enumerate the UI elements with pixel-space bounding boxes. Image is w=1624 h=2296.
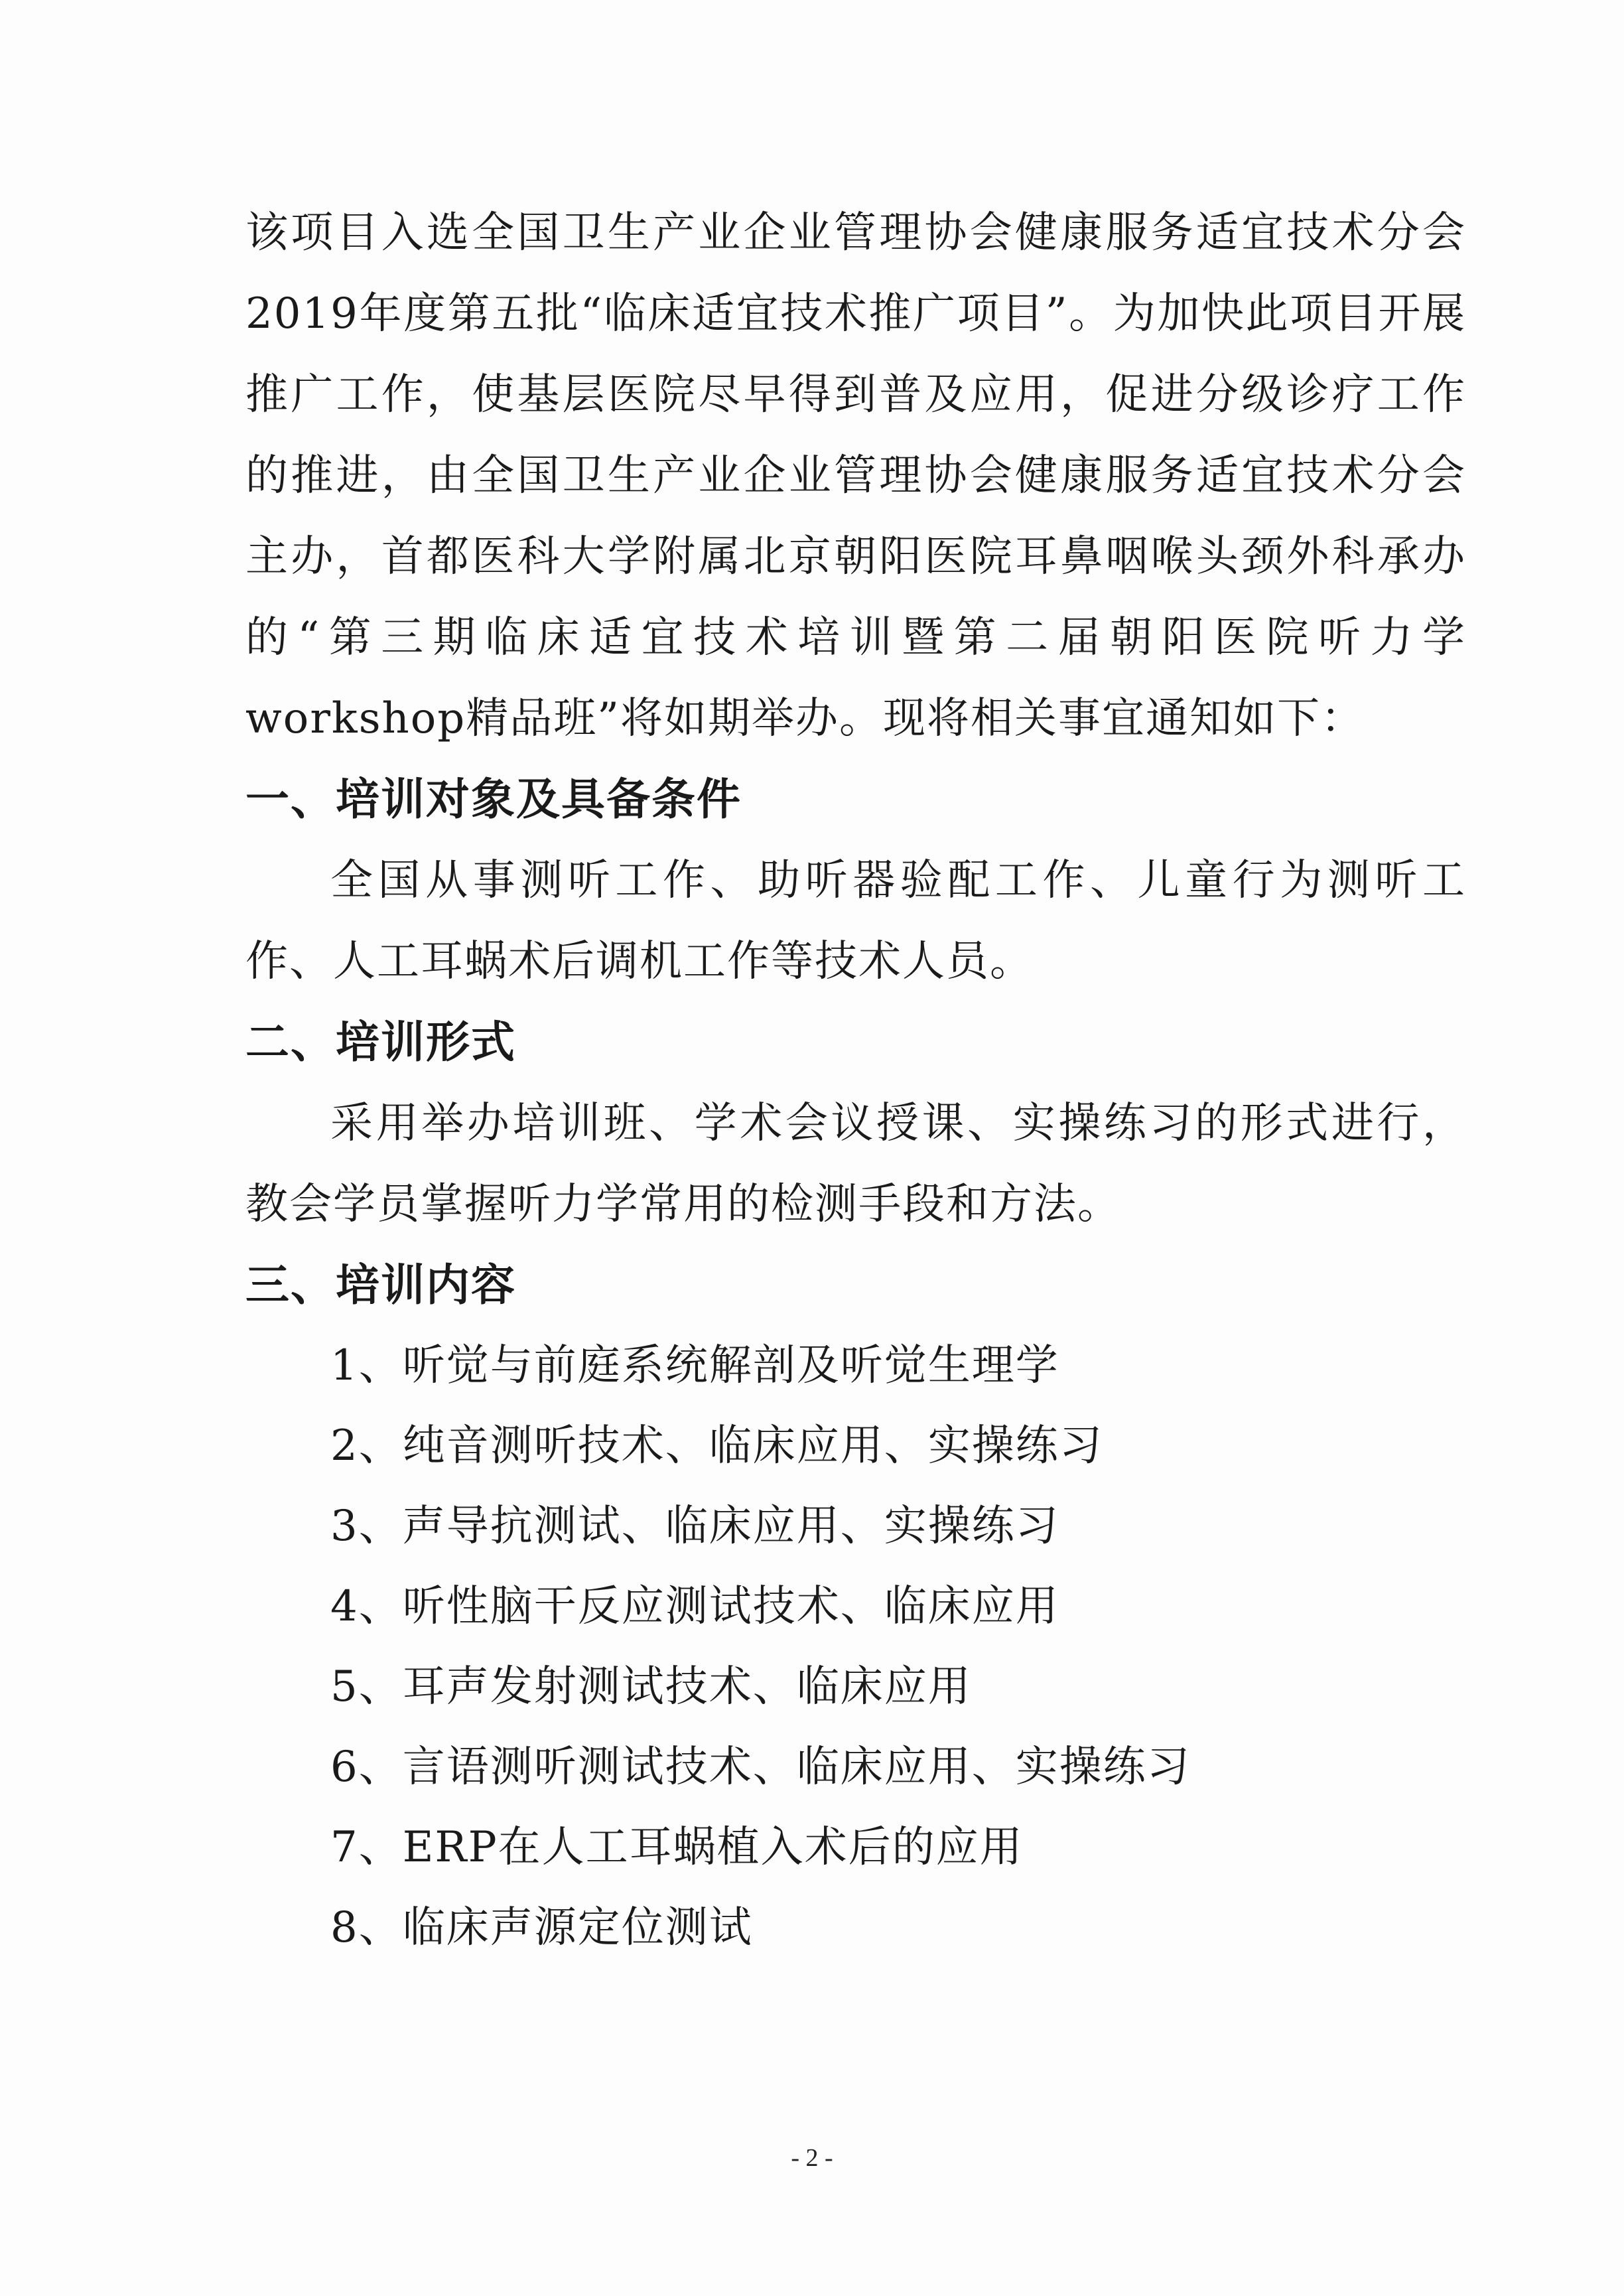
document-body [245, 192, 1466, 1968]
list-item: 1、听觉与前庭系统解剖及听觉生理学 [330, 1341, 1059, 1390]
section-body-training-target: 全国从事测听工作、助听器验配工作、儿童行为测听工作、人工耳蜗术后调机工作等技术人员。 [245, 856, 1466, 986]
section-body-training-form: 采用举办培训班、学术会议授课、实操练习的形式进行，教会学员掌握听力学常用的检测手段和方法。 [245, 1099, 1466, 1229]
list-item: 4、听性脑干反应测试技术、临床应用 [330, 1582, 1059, 1631]
list-item: 7、ERP在人工耳蜗植入术后的应用 [330, 1823, 1024, 1872]
list-item: 5、耳声发射测试技术、临床应用 [330, 1662, 972, 1711]
intro-paragraph: 该项目入选全国卫生产业企业管理协会健康服务适宜技术分会2019年度第五批“临床适宜技术推广项目”。为加快此项目开展推广工作，使基层医院尽早得到普及应用，促进分级诊疗工作的推进，由全国卫生产业企业管理协会健康服务适宜技术分会主办，首都医科大学附属北京朝阳医院耳鼻咽喉头颈外科承办的“第三期临床适宜技术培训暨第二届朝阳医院听力学workshop精品班”将如期举办。现将相关事宜通知如下： [245, 208, 1466, 743]
section-heading-training-form: 二、培训形式 [245, 1017, 516, 1068]
page-number: - 2 - [791, 2144, 833, 2172]
list-item: 8、临床声源定位测试 [330, 1903, 753, 1952]
list-item: 2、纯音测听技术、临床应用、实操练习 [330, 1421, 1103, 1471]
list-item: 3、声导抗测试、临床应用、实操练习 [330, 1502, 1059, 1551]
training-content-list [245, 1326, 1466, 1968]
section-heading-training-content: 三、培训内容 [245, 1259, 516, 1311]
section-heading-training-target: 一、培训对象及具备条件 [245, 774, 742, 825]
list-item: 6、言语测听测试技术、临床应用、实操练习 [330, 1743, 1191, 1792]
